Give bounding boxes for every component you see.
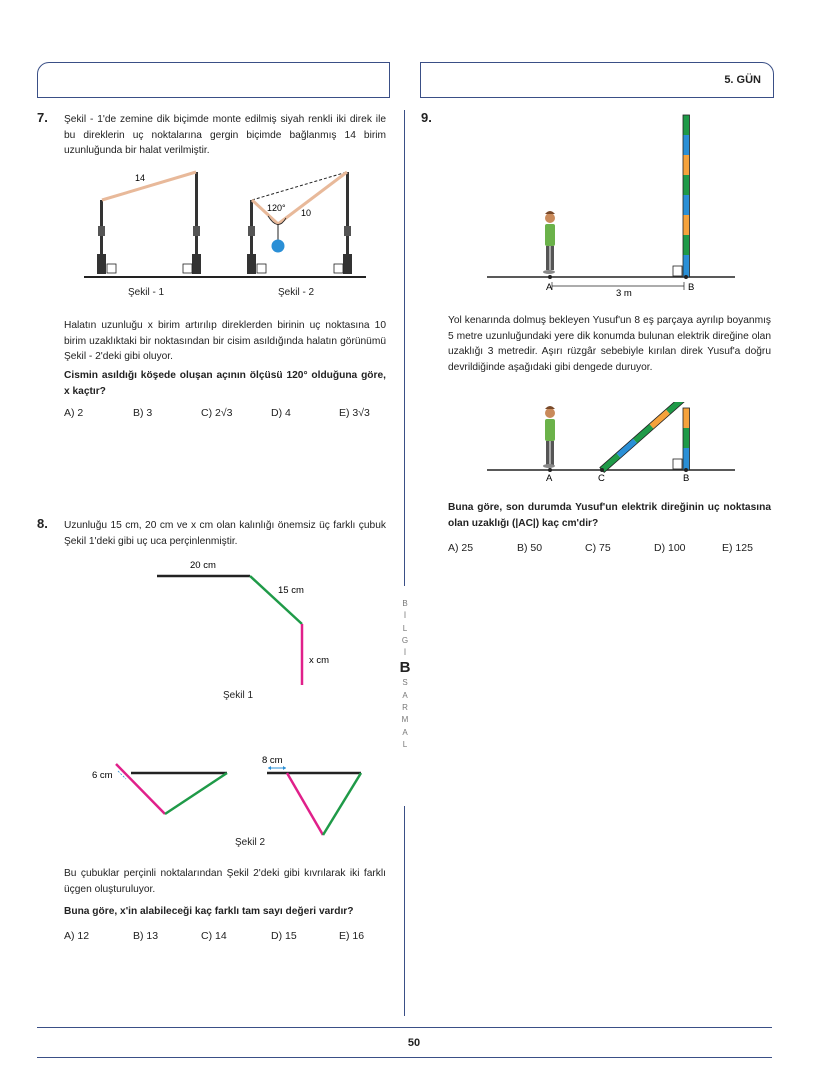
label-a: A	[546, 282, 553, 293]
rod-15cm-t1	[165, 773, 227, 814]
pole-2a	[247, 200, 256, 274]
rod-15cm	[250, 576, 302, 624]
q8-options	[64, 930, 364, 942]
rope-fig2-right	[278, 172, 347, 224]
brand-letter: A	[402, 690, 408, 700]
q8-option-c[interactable]: C) 14	[201, 930, 227, 942]
rod-x-t1	[116, 764, 165, 814]
q7-length-14: 14	[135, 173, 146, 183]
q8-intro-text: Uzunluğu 15 cm, 20 cm ve x cm olan kalınlığı önemsiz üç farklı çubuk Şekil 1'deki gibi uç uca perçinlenmiştir.	[64, 520, 386, 547]
pole-1b	[192, 172, 201, 274]
brand-letter: L	[402, 739, 408, 749]
q9-question: Buna göre, son durumda Yusuf'un elektrik direğinin uç noktasına olan uzaklığı (|AC|) kaç cm'dir?	[448, 502, 771, 529]
q7-figure	[80, 166, 370, 298]
q7-body-text: Halatın uzunluğu x birim artırılıp direklerden birinin uç noktasına 10 birim uzaklıktaki bir noktasından bir cisim asıldığında halatın görünümü Şekil - 2'deki gibi oluyor.	[64, 320, 386, 362]
q9-options	[448, 542, 753, 554]
electric-pole	[683, 115, 690, 277]
page-number: 50	[407, 1037, 421, 1049]
q9-option-b[interactable]: B) 50	[517, 542, 543, 554]
column-divider-bottom	[404, 806, 405, 1016]
right-angle-marker	[107, 264, 116, 273]
brand-logo-icon: B	[399, 659, 411, 677]
pole-1a	[97, 200, 106, 274]
rope-fig1	[102, 172, 196, 200]
brand-letter: M	[401, 715, 409, 725]
q8-option-d[interactable]: D) 15	[271, 930, 297, 942]
person-icon	[543, 211, 555, 274]
label-3m: 3 m	[616, 288, 632, 299]
q7-length-10: 10	[301, 208, 312, 218]
brand-letter: İ	[403, 648, 407, 658]
label-b: B	[688, 282, 695, 293]
hanging-ball	[272, 240, 285, 253]
right-angle-marker	[673, 459, 682, 469]
q8-question: Buna göre, x'in alabileceği kaç farklı tam sayı değeri vardır?	[64, 906, 354, 917]
q7-angle-label: 120°	[267, 203, 286, 213]
footer-line-top	[37, 1027, 772, 1028]
point-a	[548, 468, 552, 472]
standing-pole	[683, 408, 690, 470]
label-a: A	[546, 473, 553, 484]
label-8cm: 8 cm	[262, 755, 283, 766]
q9-figure-2	[480, 402, 740, 487]
q8-option-a[interactable]: A) 12	[64, 930, 90, 942]
label-15cm: 15 cm	[278, 585, 304, 596]
header-right-box	[420, 62, 774, 98]
label-20cm: 20 cm	[190, 560, 216, 571]
q9-figure-1	[480, 110, 740, 300]
q7-intro-text: Şekil - 1'de zemine dik biçimde monte edilmiş siyah renkli iki direk ile bu direklerin uç noktalarına gergin biçimde bağlanmış 14 birim uzunluğunda bir halat verilmiştir.	[64, 114, 386, 156]
dashed-line	[252, 172, 347, 200]
q8-option-e[interactable]: E) 16	[339, 930, 365, 942]
q7-option-b[interactable]: B) 3	[133, 407, 153, 419]
brand-letter: S	[402, 678, 408, 688]
q9-option-e[interactable]: E) 125	[722, 542, 753, 554]
q7-caption-2: Şekil - 2	[278, 287, 315, 298]
brand-letter: B	[402, 599, 408, 608]
rod-15cm-t2	[323, 773, 361, 835]
q7-option-c[interactable]: C) 2√3	[201, 407, 233, 419]
right-angle-marker	[183, 264, 192, 273]
q8-figure-2	[80, 748, 380, 843]
q9-option-d[interactable]: D) 100	[654, 542, 686, 554]
label-c: C	[598, 473, 605, 484]
right-angle-marker	[257, 264, 266, 273]
right-angle-marker	[334, 264, 343, 273]
right-angle-marker	[673, 266, 682, 276]
header-left-box	[37, 62, 390, 98]
pole-2b	[343, 172, 352, 274]
brand-letter: İ	[403, 611, 407, 621]
label-6cm: 6 cm	[92, 770, 113, 781]
label-b: B	[683, 473, 690, 484]
brand-letter: L	[402, 623, 408, 633]
q8-caption-2: Şekil 2	[235, 837, 266, 848]
q8-caption-1: Şekil 1	[223, 690, 254, 701]
label-x-cm: x cm	[309, 655, 330, 666]
q8-body-text: Bu çubuklar perçinli noktalarından Şekil 2'deki gibi kıvrılarak iki farklı üçgen oluşturuluyor.	[64, 868, 386, 895]
brand-vertical	[398, 598, 412, 751]
q7-caption-1: Şekil - 1	[128, 287, 165, 298]
point-b	[684, 275, 688, 279]
q8-number: 8.	[37, 516, 48, 531]
q7-options	[64, 407, 370, 419]
footer-line-bottom	[37, 1057, 772, 1058]
point-c	[600, 468, 604, 472]
q9-option-a[interactable]: A) 25	[448, 542, 474, 554]
person-icon	[543, 406, 555, 468]
q9-option-c[interactable]: C) 75	[585, 542, 611, 554]
q7-number: 7.	[37, 110, 48, 125]
fallen-pole	[600, 402, 696, 472]
q8-option-b[interactable]: B) 13	[133, 930, 159, 942]
rod-x-t2	[287, 773, 323, 835]
point-a	[548, 275, 552, 279]
brand-letter: A	[402, 727, 408, 737]
q7-option-e[interactable]: E) 3√3	[339, 407, 370, 419]
q9-body-text: Yol kenarında dolmuş bekleyen Yusuf'un 8 eş parçaya ayrılıp boyanmış 5 metre uzunluğundaki yere dik konumda bulunan elektrik direğine olan uzaklığı 3 metredir. Aşırı rüzgâr sebebiyle kırılan direk Yusuf'a doğru devrildiğinde aşağıdaki gibi dengede duruyor.	[448, 315, 771, 373]
q7-option-d[interactable]: D) 4	[271, 407, 291, 419]
q8-figure-1	[150, 555, 350, 695]
q9-number: 9.	[421, 110, 432, 125]
point-b	[684, 468, 688, 472]
q7-option-a[interactable]: A) 2	[64, 407, 84, 419]
q7-question: Cismin asıldığı köşede oluşan açının ölçüsü 120° olduğuna göre, x kaçtır?	[64, 370, 386, 397]
brand-letter: R	[402, 703, 408, 713]
column-divider-top	[404, 110, 405, 586]
day-label: 5. GÜN	[724, 74, 761, 86]
brand-letter: G	[401, 635, 409, 645]
